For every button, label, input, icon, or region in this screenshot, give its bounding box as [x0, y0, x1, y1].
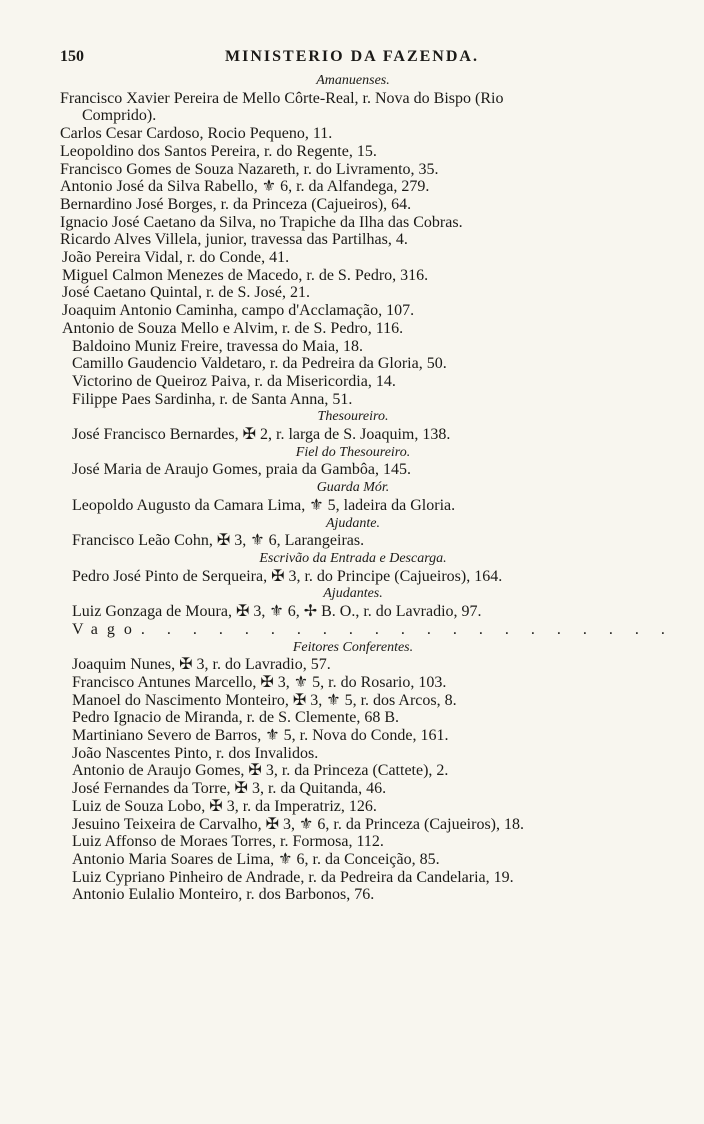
section-heading: Feitores Conferentes. — [292, 639, 414, 655]
directory-entry: João Pereira Vidal, r. do Conde, 41. — [62, 249, 290, 267]
directory-entry: Joaquim Antonio Caminha, campo d'Acclamação, 107. — [62, 302, 415, 320]
vacant-entry: Vago. . . . . . . . . . . . . . . . . . . . . — [72, 620, 674, 638]
directory-entry: Francisco Gomes de Souza Nazareth, r. do Livramento, 35. — [60, 160, 439, 178]
directory-entry: Luiz Cypriano Pinheiro de Andrade, r. da Pedreira da Candelaria, 19. — [72, 868, 514, 886]
section-heading: Fiel do Thesoureiro. — [295, 444, 411, 460]
directory-entry: Ignacio José Caetano da Silva, no Trapiche da Ilha das Cobras. — [60, 213, 463, 231]
directory-entry: Leopoldino dos Santos Pereira, r. do Regente, 15. — [60, 142, 377, 160]
directory-entry: Martiniano Severo de Barros, ⚜ 5, r. Nova do Conde, 161. — [72, 727, 449, 745]
section-heading: Guarda Mór. — [316, 480, 390, 496]
directory-entry: Comprido). — [82, 107, 157, 125]
directory-entry: Luiz Affonso de Moraes Torres, r. Formosa, 112. — [72, 833, 384, 851]
directory-entry: Antonio de Souza Mello e Alvim, r. de S. Pedro, 116. — [62, 319, 404, 337]
directory-entry: Bernardino José Borges, r. da Princeza (Cajueiros), 64. — [60, 195, 412, 213]
directory-entry: Luiz Gonzaga de Moura, ✠ 3, ⚜ 6, ✢ B. O., r. do Lavradio, 97. — [72, 603, 482, 621]
directory-entry: Joaquim Nunes, ✠ 3, r. do Lavradio, 57. — [72, 656, 331, 674]
section-heading: Amanuenses. — [316, 73, 390, 88]
directory-entry: José Fernandes da Torre, ✠ 3, r. da Quitanda, 46. — [72, 780, 387, 798]
directory-entry: Francisco Leão Cohn, ✠ 3, ⚜ 6, Larangeiras. — [72, 532, 365, 550]
directory-entry: Leopoldo Augusto da Camara Lima, ⚜ 5, ladeira da Gloria. — [72, 496, 456, 514]
directory-entry: Miguel Calmon Menezes de Macedo, r. de S. Pedro, 316. — [62, 266, 429, 284]
directory-entry: José Caetano Quintal, r. de S. José, 21. — [62, 284, 310, 302]
directory-entry: Jesuino Teixeira de Carvalho, ✠ 3, ⚜ 6, r. da Princeza (Cajueiros), 18. — [72, 815, 524, 833]
section-heading: Ajudantes. — [323, 586, 383, 602]
page-header — [60, 48, 644, 70]
directory-entry: João Nascentes Pinto, r. dos Invalidos. — [72, 744, 319, 762]
directory-entry: Filippe Paes Sardinha, r. de Santa Anna, 51. — [72, 390, 353, 408]
directory-entry: Baldoino Muniz Freire, travessa do Maia, 18. — [72, 337, 364, 355]
directory-entry: Pedro Ignacio de Miranda, r. de S. Clemente, 68 B. — [72, 709, 400, 727]
directory-entry: Carlos Cesar Cardoso, Rocio Pequeno, 11. — [60, 125, 333, 143]
directory-entry: Antonio Eulalio Monteiro, r. dos Barbonos, 76. — [72, 886, 375, 904]
directory-entry: Francisco Xavier Pereira de Mello Côrte-Real, r. Nova do Bispo (Rio — [60, 89, 504, 107]
directory-entry: Manoel do Nascimento Monteiro, ✠ 3, ⚜ 5, r. dos Arcos, 8. — [72, 691, 457, 709]
directory-entry: Pedro José Pinto de Serqueira, ✠ 3, r. do Principe (Cajueiros), 164. — [72, 567, 503, 585]
section-heading: Thesoureiro. — [317, 409, 389, 425]
directory-entry: Victorino de Queiroz Paiva, r. da Misericordia, 14. — [72, 372, 396, 390]
directory-entry: José Francisco Bernardes, ✠ 2, r. larga de S. Joaquim, 138. — [72, 426, 451, 444]
directory-entry: Francisco Antunes Marcello, ✠ 3, ⚜ 5, r. do Rosario, 103. — [72, 673, 447, 691]
page-body — [60, 72, 674, 904]
directory-entry: Antonio de Araujo Gomes, ✠ 3, r. da Princeza (Cattete), 2. — [72, 762, 449, 780]
directory-entry: Camillo Gaudencio Valdetaro, r. da Pedreira da Gloria, 50. — [72, 355, 447, 373]
directory-entry: Ricardo Alves Villela, junior, travessa das Partilhas, 4. — [60, 231, 408, 249]
page-number: 150 — [60, 48, 84, 65]
directory-entry: Luiz de Souza Lobo, ✠ 3, r. da Imperatriz, 126. — [72, 797, 377, 815]
running-title: MINISTERIO DA FAZENDA. — [225, 48, 479, 65]
section-heading: Ajudante. — [325, 515, 381, 531]
section-heading: Escrivão da Entrada e Descarga. — [259, 550, 447, 566]
directory-entry: Antonio José da Silva Rabello, ⚜ 6, r. da Alfandega, 279. — [60, 178, 430, 196]
directory-entry: José Maria de Araujo Gomes, praia da Gambôa, 145. — [72, 461, 412, 479]
directory-entry: Antonio Maria Soares de Lima, ⚜ 6, r. da Conceição, 85. — [72, 850, 440, 868]
